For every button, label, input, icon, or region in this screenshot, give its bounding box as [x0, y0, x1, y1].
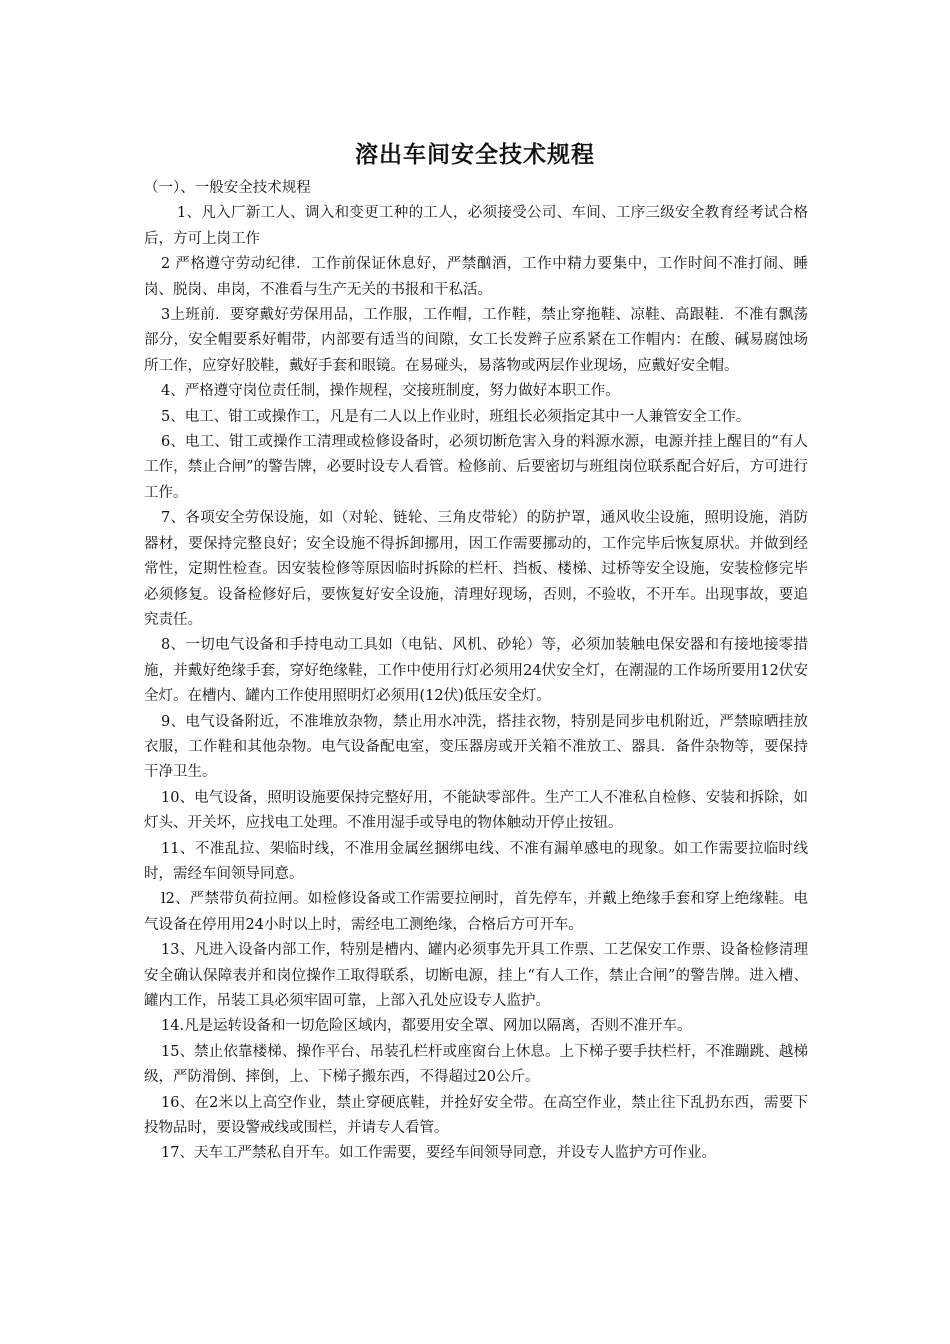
rule-item-2: 2 严格遵守劳动纪律．工作前保证休息好，严禁酗酒，工作中精力要集中，工作时间不准打闹、睡岗、脱岗、串岗，不准看与生产无关的书报和干私活。	[144, 256, 808, 298]
rule-item-6: 6、电工、钳工或操作工清理或检修设备时，必须切断危害入身的料源水源，电源并挂上醒目的“有人工作，禁止合闸”的警告牌，必要时设专人看管。检修前、后要密切与班组岗位联系配合好后，方可进行工作。	[144, 434, 808, 501]
document-body	[144, 176, 808, 1167]
rule-item-17: 17、天车工严禁私自开车。如工作需要，要经车间领导同意，并设专人监护方可作业。	[161, 1145, 716, 1162]
rule-item-1: 1、凡入厂新工人、调入和变更工种的工人，必须接受公司、车间、工序三级安全教育经考试合格后，方可上岗工作	[144, 205, 808, 247]
rule-item-15: 15、禁止依靠楼梯、操作平台、吊装孔栏杆或座窗台上休息。上下梯子要手扶栏杆，不准蹦跳、越梯级，严防滑倒、摔倒，上、下梯子搬东西，不得超过20公斤。	[144, 1043, 808, 1086]
rule-item-8: 8、一切电气设备和手持电动工具如（电钻、风机、砂轮）等，必须加装触电保安器和有接地接零措施，并戴好绝缘手套，穿好绝缘鞋，工作中使用行灯必须用24伏安全灯，在潮湿的工作场所要用12伏安全灯。在槽内、罐内工作使用照明灯必须用(12伏)低压安全灯。	[144, 637, 808, 705]
rule-item-13: 13、凡进入设备内部工作，特别是槽内、罐内必须事先开具工作票、工艺保安工作票、设备检修清理安全确认保障表并和岗位操作工取得联系，切断电源，挂上“有人工作，禁止合闸”的警告牌。进入槽、罐内工作，吊装工具必须牢固可靠，上部入孔处应设专人监护。	[144, 942, 808, 1009]
rule-item-12: l2、严禁带负荷拉闸。如检修设备或工作需要拉闸时，首先停车，并戴上绝缘手套和穿上绝缘鞋。电气设备在停用用24小时以上时，需经电工测绝缘，合格后方可开车。	[144, 891, 808, 933]
rule-item-10: 10、电气设备，照明设施要保持完整好用，不能缺零部件。生产工人不准私自检修、安装和拆除，如灯头、开关坏，应找电工处理。不准用湿手或导电的物体触动开停止按钮。	[144, 789, 808, 832]
section-heading: （一）、一般安全技术规程	[144, 180, 311, 196]
rule-item-14: 14.凡是运转设备和一切危险区域内，都要用安全罩、网加以隔离，否则不准开车。	[161, 1018, 692, 1035]
rule-item-3: 3上班前．要穿戴好劳保用品，工作服，工作帽，工作鞋，禁止穿拖鞋、凉鞋、高跟鞋．不准有飘荡部分，安全帽要系好帽带，内部要有适当的间隙，女工长发辫子应系紧在工作帽内：在酸、碱易腐蚀场所工作，应穿好胶鞋，戴好手套和眼镜。在易碰头，易落物或两层作业现场，应戴好安全帽。	[144, 307, 808, 374]
rule-item-5: 5、电工、钳工或操作工，凡是有二人以上作业时，班组长必须指定其中一人兼管安全工作。	[161, 408, 751, 425]
rule-item-7: 7、各项安全劳保设施，如（对轮、链轮、三角皮带轮）的防护罩，通风收尘设施，照明设施，消防器材，要保持完整良好；安全设施不得拆卸挪用，因工作需要挪动的，工作完毕后恢复原状。并做到经常性，定期性检查。因安装检修等原因临时拆除的栏杆、挡板、楼梯、过桥等安全设施，安装检修完毕必须修复。设备检修好后，要恢复好安全设施，清理好现场，否则，不验收，不开车。出现事故，要追究责任。	[144, 510, 808, 628]
rule-item-4: 4、严格遵守岗位责任制，操作规程，交接班制度，努力做好本职工作。	[161, 383, 620, 400]
document-title: 溶出车间安全技术规程	[355, 142, 595, 168]
rule-item-11: 11、不准乱拉、架临时线，不准用金属丝捆绑电线、不准有漏单感电的现象。如工作需要拉临时线时，需经车间领导同意。	[144, 840, 808, 882]
rule-item-9: 9、电气设备附近，不准堆放杂物，禁止用水冲洗，搭挂衣物，特别是同步电机附近，严禁晾晒挂放衣服，工作鞋和其他杂物。电气设备配电室，变压器房或开关箱不准放工、器具．备件杂物等，要保持干净卫生。	[144, 713, 808, 781]
rule-item-16: 16、在2米以上高空作业，禁止穿硬底鞋，并拴好安全带。在高空作业，禁止往下乱扔东西，需要下投物品时，要设警戒线或围栏，并请专人看管。	[144, 1094, 808, 1137]
